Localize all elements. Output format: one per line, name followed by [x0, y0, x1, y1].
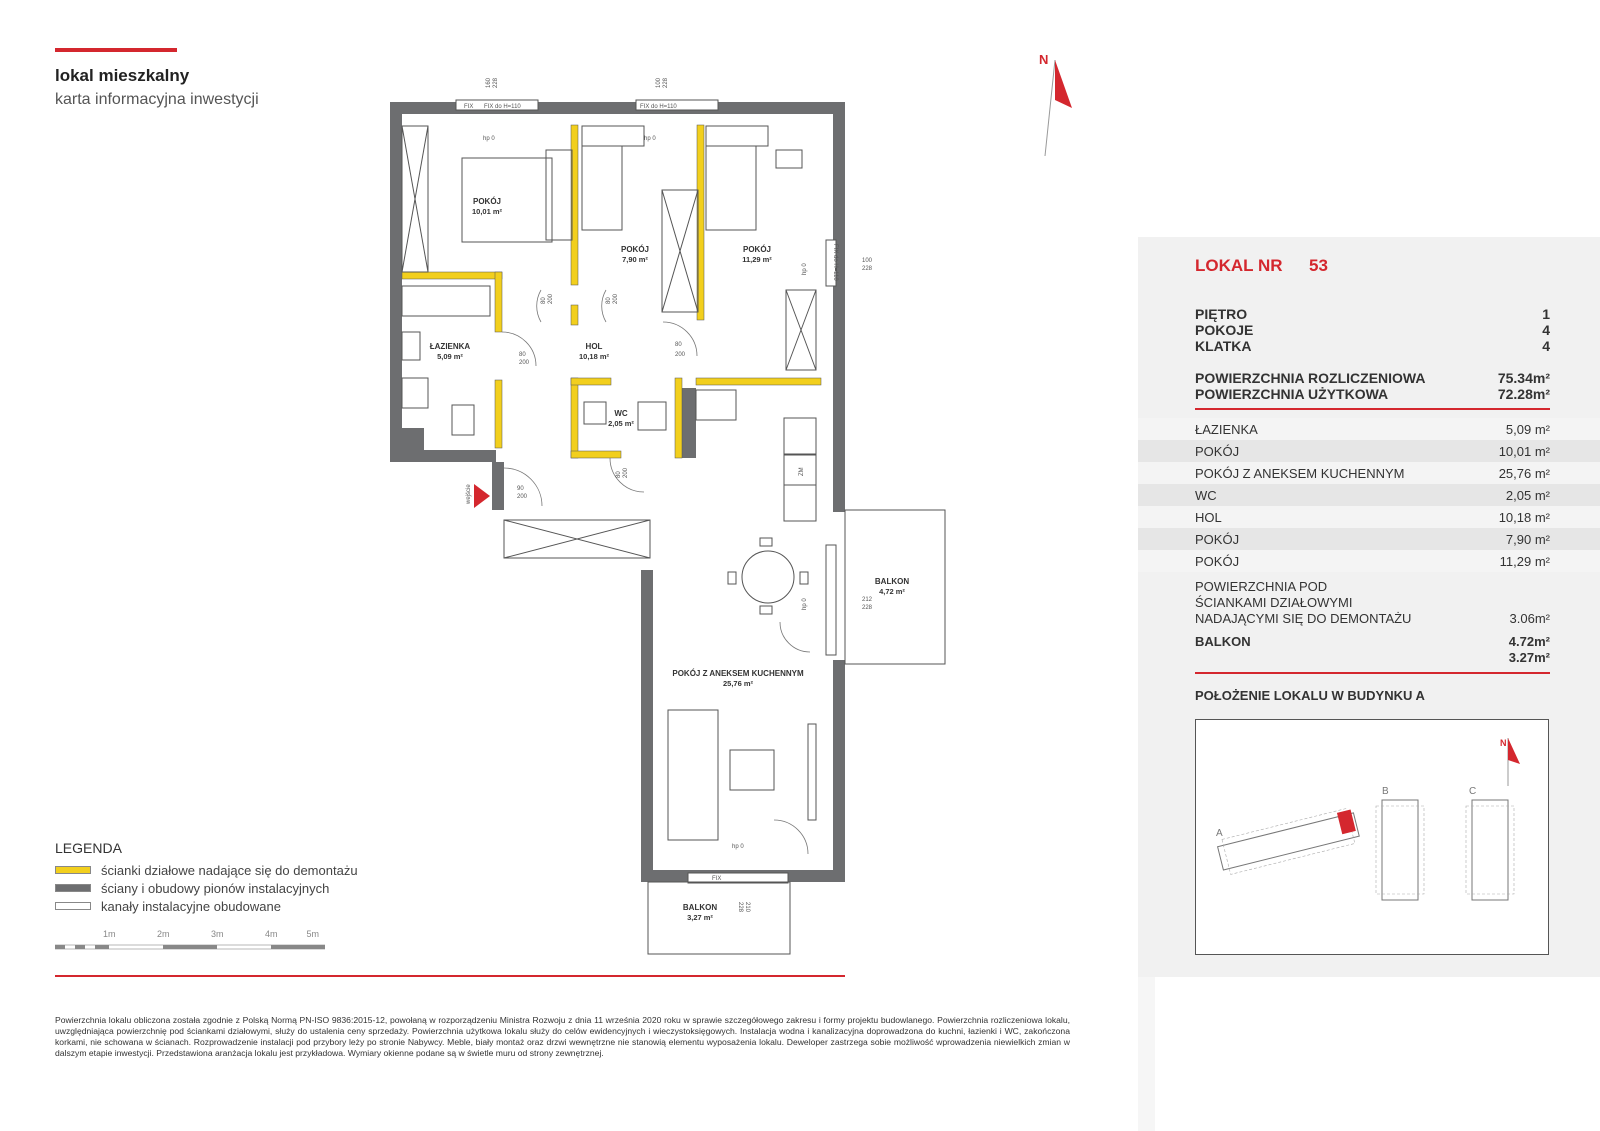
entrance-arrow	[474, 484, 490, 508]
compass-label: N	[1500, 738, 1507, 748]
room-label-pokoj-1: POKÓJ	[472, 197, 502, 206]
legend-swatch	[55, 884, 91, 892]
billing-area-value: 75.34m²	[1497, 370, 1550, 386]
dimension-label: 80	[616, 471, 622, 478]
room-row-value: 5,09 m²	[1505, 422, 1550, 437]
billing-area-label: POWIERZCHNIA ROZLICZENIOWA	[1195, 370, 1426, 386]
room-row-label: POKÓJ	[1195, 444, 1240, 459]
dimension-label: 100	[862, 258, 873, 264]
removable-partitions	[402, 125, 821, 458]
legend-label: ściany i obudowy pionów instalacyjnych	[101, 880, 330, 896]
partition-area-label: ŚCIANKAMI DZIAŁOWYMI	[1195, 595, 1353, 610]
staircase-value: 4	[1542, 338, 1550, 354]
footer-divider	[55, 975, 845, 977]
floor-label: PIĘTRO	[1195, 306, 1248, 322]
room-label-balkon-1: BALKON	[874, 577, 910, 586]
building-c	[1466, 800, 1514, 900]
room-area-wc: 2,05 m²	[608, 419, 634, 428]
dimension-label: 228	[493, 77, 499, 88]
compass-icon	[1039, 52, 1072, 156]
dimension-label: 80	[675, 342, 682, 348]
balcony-label: BALKON	[1195, 634, 1251, 649]
dimension-label: 228	[737, 902, 743, 913]
room-row-label: POKÓJ Z ANEKSEM KUCHENNYM	[1195, 466, 1405, 481]
entrance-label: wejście	[466, 484, 472, 504]
balcony-value: 3.27m²	[1508, 650, 1550, 665]
room-row-value: 2,05 m²	[1505, 488, 1550, 503]
room-label-hol: HOL	[585, 342, 603, 351]
dimension-label: 80	[606, 297, 612, 304]
partition-area-label: POWIERZCHNIA POD	[1195, 579, 1328, 594]
balcony-value: 4.72m²	[1508, 634, 1550, 649]
legend-swatch	[55, 902, 91, 910]
structural-walls	[390, 102, 845, 882]
room-label-balkon-2: BALKON	[682, 903, 718, 912]
room-row-value: 11,29 m²	[1499, 554, 1550, 569]
dimension-label: 200	[675, 352, 686, 358]
lokal-number-value: 53	[1309, 256, 1328, 275]
room-row-value: 10,18 m²	[1498, 510, 1550, 525]
sill-height-label: hp 0	[732, 844, 744, 850]
scale-label: 3m	[211, 929, 224, 939]
legend-item	[55, 880, 329, 896]
dimension-label: 228	[862, 605, 873, 611]
room-area-pokoj-3: 11,29 m²	[742, 255, 772, 264]
room-label-pokoj-2: POKÓJ	[620, 245, 650, 254]
compass-icon	[1500, 738, 1520, 786]
room-label-pokoj-3: POKÓJ	[742, 245, 772, 254]
building-label-c: C	[1469, 786, 1477, 797]
room-label-lazienka: ŁAZIENKA	[429, 342, 471, 351]
window-label: FIX	[712, 876, 722, 882]
room-area-pokoj-2: 7,90 m²	[622, 255, 648, 264]
room-label-wc: WC	[614, 409, 628, 418]
sill-height-label: hp 0	[802, 598, 808, 610]
building-a	[1216, 807, 1361, 876]
fridge-label: ZM	[799, 467, 805, 476]
scale-label: 2m	[157, 929, 170, 939]
dimension-label: 228	[862, 266, 873, 272]
room-area-lazienka: 5,09 m²	[437, 352, 463, 361]
room-row-label: POKÓJ	[1195, 554, 1240, 569]
room-area-hol: 10,18 m²	[578, 352, 610, 361]
building-site-plan	[1196, 720, 1548, 954]
building-label-b: B	[1382, 786, 1389, 797]
legend-item	[55, 862, 358, 878]
partition-area-value: 3.06m²	[1509, 611, 1550, 626]
legend-item	[55, 898, 281, 914]
window-label: FIX	[464, 104, 474, 110]
info-panel-bottom-blank	[1155, 977, 1600, 1131]
legend-title: LEGENDA	[55, 840, 122, 856]
room-area-pokoj-1: 10,01 m²	[471, 207, 503, 216]
scale-label: 5m	[306, 929, 319, 939]
room-row-label: HOL	[1195, 510, 1222, 525]
dimension-label: 80	[541, 297, 547, 304]
room-row-value: 25,76 m²	[1498, 466, 1550, 481]
window-label: FIX do H=110	[640, 104, 677, 110]
door-swings	[502, 290, 810, 854]
sill-height-label: hp 0	[802, 263, 808, 275]
dimension-label: 200	[623, 467, 629, 478]
dimension-label: 200	[548, 293, 554, 304]
dimension-label: 160	[486, 77, 492, 88]
rooms-count-label: POKOJE	[1195, 322, 1254, 338]
legend-label: kanały instalacyjne obudowane	[101, 898, 281, 914]
location-map	[1195, 719, 1549, 955]
panel-divider	[1195, 408, 1550, 410]
dimension-label: 100	[656, 77, 662, 88]
panel-divider	[1195, 672, 1550, 674]
dimension-label: 210	[744, 902, 750, 913]
legend-label: ścianki działowe nadające się do demontażu	[101, 862, 358, 878]
floor-value: 1	[1542, 306, 1550, 322]
staircase-label: KLATKA	[1195, 338, 1252, 354]
dimension-label: 212	[862, 597, 873, 603]
building-label-a: A	[1216, 828, 1223, 839]
rooms-count-value: 4	[1542, 322, 1550, 338]
location-title: POŁOŻENIE LOKALU W BUDYNKU A	[1195, 688, 1425, 703]
room-area-salon: 25,76 m²	[722, 679, 754, 688]
building-b	[1376, 800, 1424, 900]
room-row-label: ŁAZIENKA	[1195, 422, 1258, 437]
interior-lines	[402, 126, 945, 954]
scale-label: 1m	[103, 929, 116, 939]
window-label: FIX do H=110	[832, 244, 838, 281]
room-row-label: POKÓJ	[1195, 532, 1240, 547]
dimension-label: 80	[519, 352, 526, 358]
dimension-label: 90	[517, 486, 524, 492]
dimension-label: 200	[517, 494, 528, 500]
page-title: lokal mieszkalny	[55, 66, 190, 85]
legend-swatch	[55, 866, 91, 874]
sill-height-label: hp 0	[644, 136, 656, 142]
scale-bar	[55, 928, 325, 952]
room-row-label: WC	[1195, 488, 1217, 503]
page-subtitle: karta informacyjna inwestycji	[55, 91, 259, 108]
window-label: FIX do H=110	[484, 104, 521, 110]
sill-height-label: hp 0	[483, 136, 495, 142]
room-row-value: 10,01 m²	[1498, 444, 1550, 459]
room-row-value: 7,90 m²	[1505, 532, 1550, 547]
dimension-label: 200	[519, 360, 530, 366]
dimension-label: 228	[663, 77, 669, 88]
compass-label: N	[1039, 52, 1049, 67]
room-area-balkon-2: 3,27 m²	[687, 913, 713, 922]
usable-area-label: POWIERZCHNIA UŻYTKOWA	[1195, 386, 1389, 402]
lokal-number-label: LOKAL NR	[1195, 256, 1283, 275]
room-label-salon: POKÓJ Z ANEKSEM KUCHENNYM	[672, 669, 804, 678]
scale-label: 4m	[265, 929, 278, 939]
room-area-balkon-1: 4,72 m²	[879, 587, 905, 596]
footer-disclaimer: Powierzchnia lokalu obliczona została zgodnie z Polską Normą PN-ISO 9836:2015-12, powołaną w rozporządzeniu Ministra Rozwoju z dnia 11 września 2020 roku w sprawie szczegółowego zakresu i formy projektu budowlanego. Powierzchnia rozliczeniowa lokalu, uwzględniająca powierzchnię pod ściankami działowymi, służy do ustalenia ceny sprzedaży. Powierzchnia użytkowa lokalu służy do celów ewidencyjnych i wieczystoksięgowych. Instalacja wodna i kanalizacyjna doprowadzona do kuchni, łazienki i WC, zakończona korkami, nie schowana w ścianach. Rozprowadzenie instalacji pod przybory leży po stronie Nabywcy. Meble, biały montaż oraz drzwi wewnętrzne nie stanowią elementu wyposażenia lokalu. Deweloper zastrzega sobie możliwość wprowadzenia niewielkich zmian w dalszym etapie inwestycji. Przedstawiona aranżacja lokalu jest przykładowa. Wymiary okienne podane są w świetle muru od strony zewnętrznej.	[55, 1015, 1070, 1058]
dimension-label: 200	[613, 293, 619, 304]
usable-area-value: 72.28m²	[1497, 386, 1550, 402]
partition-area-label: NADAJĄCYMI SIĘ DO DEMONTAŻU	[1195, 611, 1412, 626]
